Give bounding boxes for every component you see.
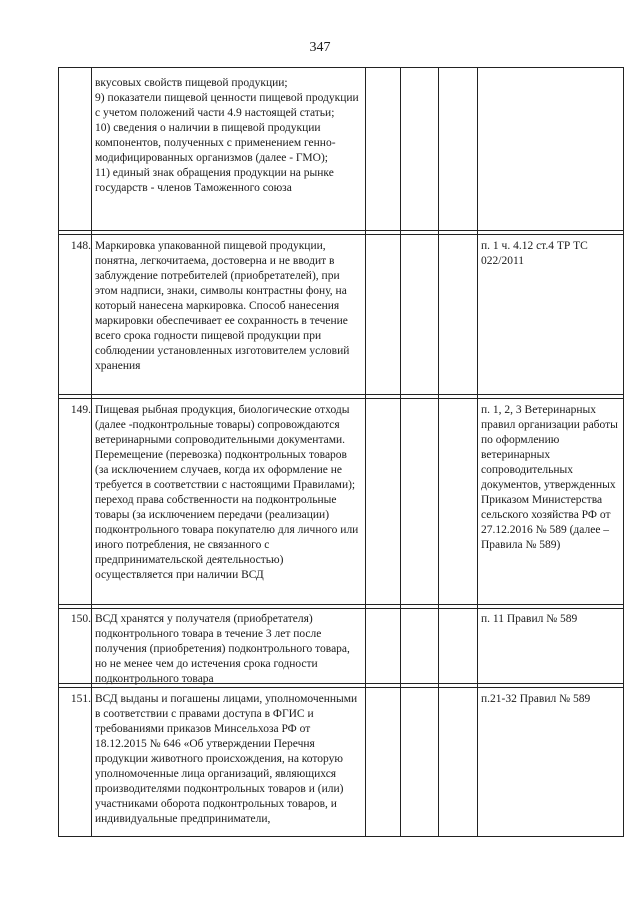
row-number: 148.: [70, 240, 91, 252]
table-border-right: [623, 67, 624, 837]
row-number: 151.: [70, 693, 91, 705]
legal-reference: п. 11 Правил № 589: [481, 613, 578, 625]
column-divider: [400, 67, 401, 837]
requirement-text: вкусовых свойств пищевой продукции; 9) показатели пищевой ценности пищевой продукции с учетом положений части 4.9 настоящей статьи; 10) сведения о наличии в пищевой продукции компонентов, полученных с применением генно-модифицированных организмов (далее - ГМО); 11) единый знак обращения продукции на рынке государств - членов Таможенного союза: [95, 77, 359, 194]
row-divider: [58, 604, 624, 605]
column-divider: [365, 67, 366, 837]
legal-reference: п. 1 ч. 4.12 ст.4 ТР ТС 022/2011: [481, 240, 588, 267]
table-border-bottom: [58, 836, 624, 837]
legal-reference: п. 1, 2, 3 Ветеринарных правил организации работы по оформлению ветеринарных сопроводительных документов, утвержденных Приказом Министерства сельского хозяйства РФ от 27.12.2016 № 589 (далее – Правила № 589): [481, 404, 618, 551]
row-divider: [58, 687, 624, 688]
requirement-text: ВСД выданы и погашены лицами, уполномоченными в соответствии с правами доступа в ФГИС и требованиями приказов Минсельхоза РФ от 18.12.2015 № 646 «Об утверждении Перечня продукции животного происхождения, на которую уполномоченные лица организаций, являющихся производителями подконтрольных товаров и (или) участниками оборота подконтрольных товаров, и индивидуальные предприниматели,: [95, 693, 358, 825]
column-divider: [438, 67, 439, 837]
row-divider: [58, 230, 624, 231]
legal-reference: п.21-32 Правил № 589: [481, 693, 591, 705]
column-divider: [477, 67, 478, 837]
row-divider: [58, 234, 624, 235]
checklist-table: [58, 67, 624, 837]
row-divider: [58, 394, 624, 395]
row-number: 150.: [70, 613, 91, 625]
requirement-text: Пищевая рыбная продукция, биологические отходы (далее -подконтрольные товары) сопровождаются ветеринарными сопроводительными документами. Перемещение (перевозка) подконтрольных товаров (за исключением случаев, когда их оформление не требуется в соответствии с настоящими Правилами); переход права собственности на подконтрольные товары (за исключением передачи (реализации) подконтрольного товара покупателю для личного или иного потребления, не связанного с предпринимательской деятельностью) осуществляется при наличии ВСД: [95, 404, 359, 581]
column-divider: [91, 67, 92, 837]
row-divider: [58, 608, 624, 609]
row-divider: [58, 398, 624, 399]
requirement-text: Маркировка упакованной пищевой продукции, понятна, легкочитаема, достоверна и не вводит в заблуждение потребителей (приобретателей), при этом надписи, знаки, символы контрастны фону, на который нанесена маркировка. Способ нанесения маркировки обеспечивает ее сохранность в течение всего срока годности пищевой продукции при соблюдении установленных изготовителем условий хранения: [95, 240, 350, 372]
row-number: 149.: [70, 404, 91, 416]
page-number: 347: [309, 40, 331, 55]
table-border-top: [58, 67, 624, 68]
table-border-left: [58, 67, 59, 837]
requirement-text: ВСД хранятся у получателя (приобретателя) подконтрольного товара в течение 3 лет после получения (приобретения) подконтрольного товара, но не менее чем до истечения срока годности подконтрольного товара: [95, 613, 350, 685]
